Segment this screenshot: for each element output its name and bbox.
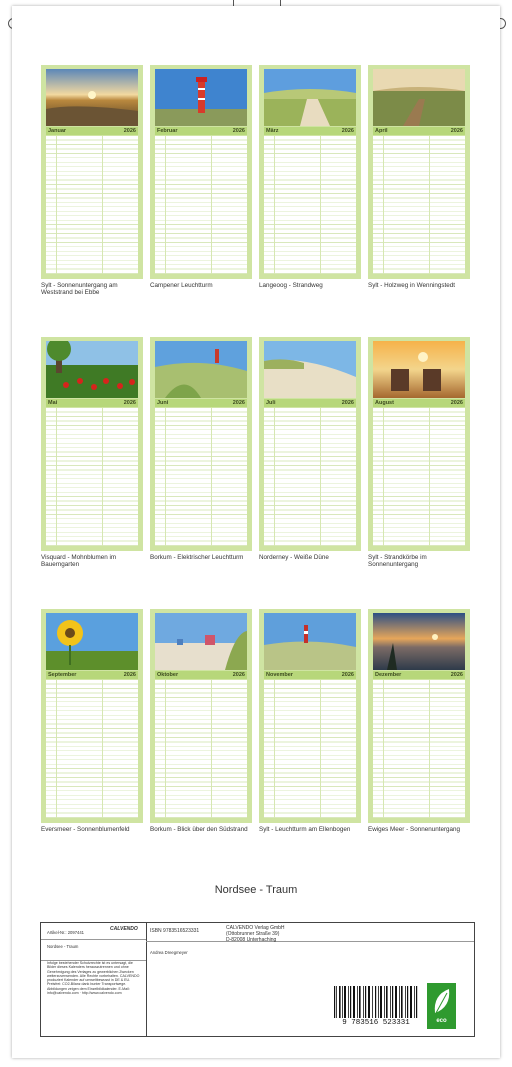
brand-logo: CALVENDO (110, 926, 138, 932)
month-name: Juli (266, 400, 276, 406)
photo-campen-lighthouse (155, 69, 247, 126)
eco-label: eco (436, 1018, 447, 1024)
month-year: 2026 (450, 672, 463, 678)
month-panel-november (259, 609, 361, 823)
month-header (155, 127, 247, 135)
date-grid (46, 408, 138, 546)
date-grid (46, 136, 138, 274)
month-header (264, 399, 356, 407)
photo-borkum-south-beach (155, 613, 247, 670)
photo-caption: Eversmeer - Sonnenblumenfeld (41, 826, 130, 833)
month-year: 2026 (123, 128, 136, 134)
month-name: Dezember (375, 672, 402, 678)
month-panel-january (41, 65, 143, 279)
date-grid (264, 680, 356, 818)
month-year: 2026 (123, 400, 136, 406)
date-grid (155, 136, 247, 274)
photo-sylt-sunset (46, 69, 138, 126)
date-grid (264, 408, 356, 546)
date-grid (155, 408, 247, 546)
month-header (46, 127, 138, 135)
month-year: 2026 (123, 672, 136, 678)
photo-caption: Ewiges Meer - Sonnenuntergang (368, 826, 461, 833)
month-panel-october (150, 609, 252, 823)
author: Andrea Dreegmeyer (150, 950, 188, 955)
photo-borkum-lighthouse (155, 341, 247, 398)
info-right-column (146, 923, 474, 1036)
date-grid (46, 680, 138, 818)
month-year: 2026 (341, 672, 354, 678)
photo-caption: Langeoog - Strandweg (259, 282, 323, 289)
month-header (264, 671, 356, 679)
legal-notice: Infolge bestehender Schutzrechte ist es untersagt, die Bilder dieses Kalenders herauszutrennen und ohne Genehmigung des Verlages zu gewerblichen Zwecken weiterzuverwenden. Alle Rechte vorbehalten. CALVENDO produziert Kalender auf umweltbewusst in DE & EU. Preisfrei: CO2-Bilanz dank bunter Transportwege. Abbildungen zeigen dem Einzelbildkalender. E-Mail: info@calvendo.com · http://www.calvendo.com (47, 961, 140, 996)
month-year: 2026 (450, 128, 463, 134)
photo-caption: Norderney - Weiße Düne (259, 554, 329, 561)
photo-wenningstedt-boardwalk (373, 69, 465, 126)
month-name: Mai (48, 400, 58, 406)
month-panel-april (368, 65, 470, 279)
month-header (373, 127, 465, 135)
date-grid (373, 136, 465, 274)
month-panel-august (368, 337, 470, 551)
photo-visquard-poppies (46, 341, 138, 398)
month-name: Oktober (157, 672, 179, 678)
month-name: März (266, 128, 279, 134)
month-name: Januar (48, 128, 67, 134)
photo-ewiges-meer-sunset (373, 613, 465, 670)
photo-caption: Campener Leuchtturm (150, 282, 213, 289)
photo-ellenbogen-lighthouse (264, 613, 356, 670)
month-panel-september (41, 609, 143, 823)
photo-caption: Borkum - Elektrischer Leuchtturm (150, 554, 244, 561)
calendar-title: Nordsee - Traum (214, 884, 298, 896)
date-grid (373, 408, 465, 546)
divider (146, 941, 474, 942)
photo-sylt-beach-chairs (373, 341, 465, 398)
article-number: Artikel-Nr.: 2097441 (47, 930, 85, 935)
month-name: November (266, 672, 293, 678)
month-name: August (375, 400, 394, 406)
eco-badge (427, 983, 456, 1029)
month-year: 2026 (450, 400, 463, 406)
month-panel-june (150, 337, 252, 551)
month-year: 2026 (341, 400, 354, 406)
photo-langeoog-path (264, 69, 356, 126)
month-year: 2026 (232, 128, 245, 134)
month-name: September (48, 672, 77, 678)
month-panel-march (259, 65, 361, 279)
photo-caption: Sylt - Strandkörbe im Sonnenuntergang (368, 554, 427, 569)
date-grid (264, 136, 356, 274)
publisher-city: D-82008 Unterhaching (226, 937, 277, 943)
month-year: 2026 (232, 672, 245, 678)
month-panel-may (41, 337, 143, 551)
photo-caption: Sylt - Sonnenuntergang am Weststrand bei Ebbe (41, 282, 118, 297)
month-panel-december (368, 609, 470, 823)
month-header (155, 671, 247, 679)
divider (41, 939, 146, 940)
month-header (46, 671, 138, 679)
product-name: Nordsee - Traum (47, 944, 79, 949)
month-header (264, 127, 356, 135)
photo-caption: Sylt - Leuchtturm am Ellenbogen (259, 826, 351, 833)
month-header (373, 399, 465, 407)
month-header (373, 671, 465, 679)
photo-eversmeer-sunflowers (46, 613, 138, 670)
isbn: ISBN 9783516523331 (150, 928, 200, 934)
date-grid (373, 680, 465, 818)
publisher-name: CALVENDO Verlag GmbH (226, 925, 285, 931)
publisher-street: (Ottobrunner Straße 39) (226, 931, 280, 937)
photo-norderney-dune (264, 341, 356, 398)
month-panel-february (150, 65, 252, 279)
month-header (155, 399, 247, 407)
photo-caption: Visquard - Mohnblumen im Bauerngarten (41, 554, 117, 569)
month-name: Juni (157, 400, 169, 406)
month-name: Februar (157, 128, 178, 134)
photo-caption: Sylt - Holzweg in Wenningstedt (368, 282, 456, 289)
date-grid (155, 680, 247, 818)
month-year: 2026 (341, 128, 354, 134)
barcode-number: 9 783516 523331 (342, 1019, 410, 1027)
month-panel-july (259, 337, 361, 551)
photo-caption: Borkum - Blick über den Südstrand (150, 826, 248, 833)
month-header (46, 399, 138, 407)
month-name: April (375, 128, 388, 134)
month-year: 2026 (232, 400, 245, 406)
